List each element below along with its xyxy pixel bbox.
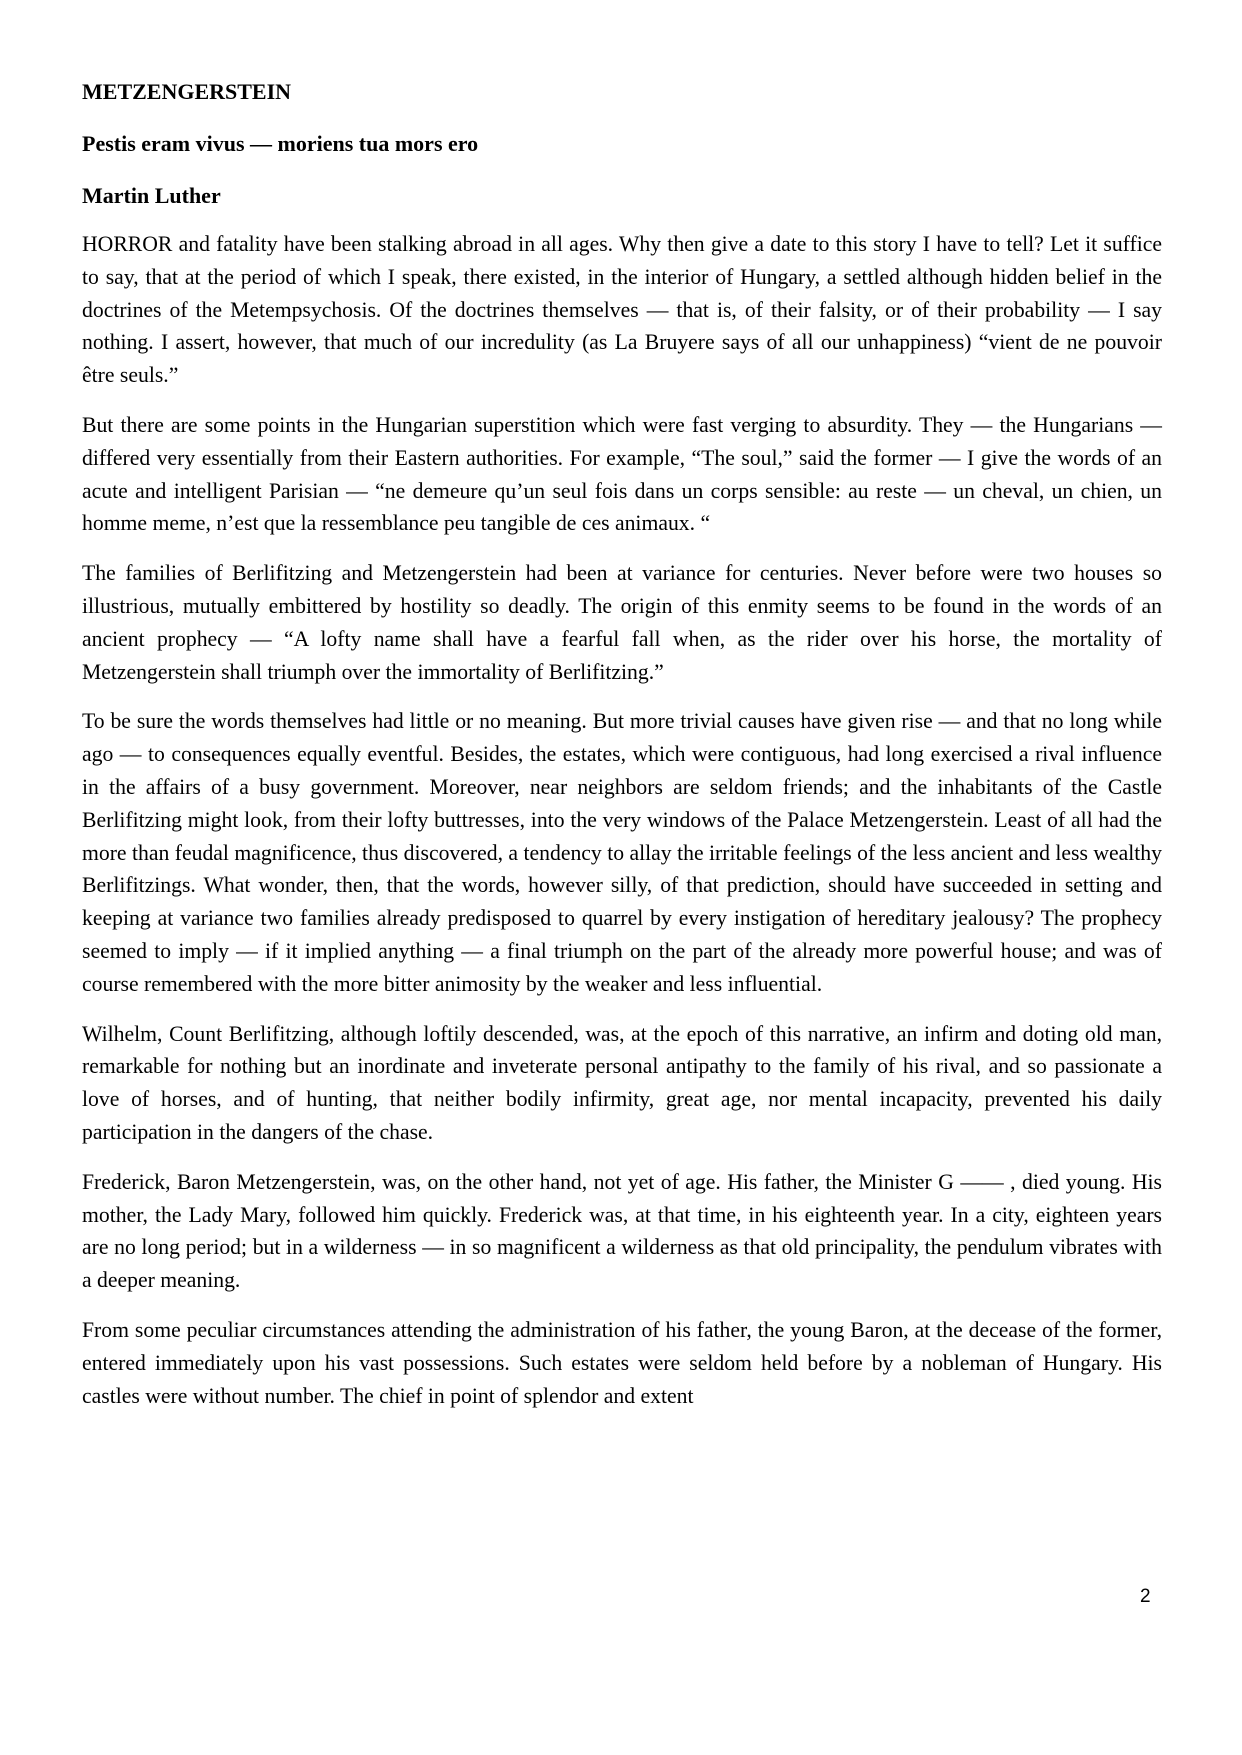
paragraph-5: Wilhelm, Count Berlifitzing, although loftily descended, was, at the epoch of this narrative, an infirm and doting old man, remarkable for nothing but an inordinate and inveterate personal antipathy to the family of his rival, and so passionate a love of horses, and of hunting, that neither bodily infirmity, great age, nor mental incapacity, prevented his daily participation in the dangers of the chase. [82,1021,1162,1144]
epigraph-author: Martin Luther [82,183,221,208]
page-number: 2 [1140,1586,1151,1607]
epigraph: Pestis eram vivus — moriens tua mors ero [82,131,479,156]
paragraph-3: The families of Berlifitzing and Metzengerstein had been at variance for centuries. Never before were two houses so illustrious, mutually embittered by hostility so deadly. The origin of this enmity seems to be found in the words of an ancient prophecy — “A lofty name shall have a fearful fall when, as the rider over his horse, the mortality of Metzengerstein shall triumph over the immortality of Berlifitzing.” [82,561,1162,684]
paragraph-4: To be sure the words themselves had little or no meaning. But more trivial causes have given rise — and that no long while ago — to consequences equally eventful. Besides, the estates, which were contiguous, had long exercised a rival influence in the affairs of a busy government. Moreover, near neighbors are seldom friends; and the inhabitants of the Castle Berlifitzing might look, from their lofty buttresses, into the very windows of the Palace Metzengerstein. Least of all had the more than feudal magnificence, thus discovered, a tendency to allay the irritable feelings of the less ancient and less wealthy Berlifitzings. What wonder, then, that the words, however silly, of that prediction, should have succeeded in setting and keeping at variance two families already predisposed to quarrel by every instigation of hereditary jealousy? The prophecy seemed to imply — if it implied anything — a final triumph on the part of the already more powerful house; and was of course remembered with the more bitter animosity by the weaker and less influential. [82,709,1162,996]
paragraph-6: Frederick, Baron Metzengerstein, was, on the other hand, not yet of age. His father, the Minister G —— , died young. His mother, the Lady Mary, followed him quickly. Frederick was, at that time, in his eighteenth year. In a city, eighteen years are no long period; but in a wilderness — in so magnificent a wilderness as that old principality, the pendulum vibrates with a deeper meaning. [82,1169,1162,1293]
paragraph-1: HORROR and fatality have been stalking abroad in all ages. Why then give a date to this story I have to tell? Let it suffice to say, that at the period of which I speak, there existed, in the interior of Hungary, a settled although hidden belief in the doctrines of the Metempsychosis. Of the doctrines themselves — that is, of their falsity, or of their probability — I say nothing. I assert, however, that much of our incredulity (as La Bruyere says of all our unhappiness) “vient de ne pouvoir être seuls.” [82,232,1162,388]
paragraph-2: But there are some points in the Hungarian superstition which were fast verging to absurdity. They — the Hungarians — differed very essentially from their Eastern authorities. For example, “The soul,” said the former — I give the words of an acute and intelligent Parisian — “ne demeure qu’un seul fois dans un corps sensible: au reste — un cheval, un chien, un homme meme, n’est que la ressemblance peu tangible de ces animaux. “ [82,412,1162,536]
document-page [82,78,1162,1429]
paragraph-7: From some peculiar circumstances attending the administration of his father, the young Baron, at the decease of the former, entered immediately upon his vast possessions. Such estates were seldom held before by a nobleman of Hungary. His castles were without number. The chief in point of splendor and extent [82,1317,1162,1408]
story-title: METZENGERSTEIN [82,79,292,104]
